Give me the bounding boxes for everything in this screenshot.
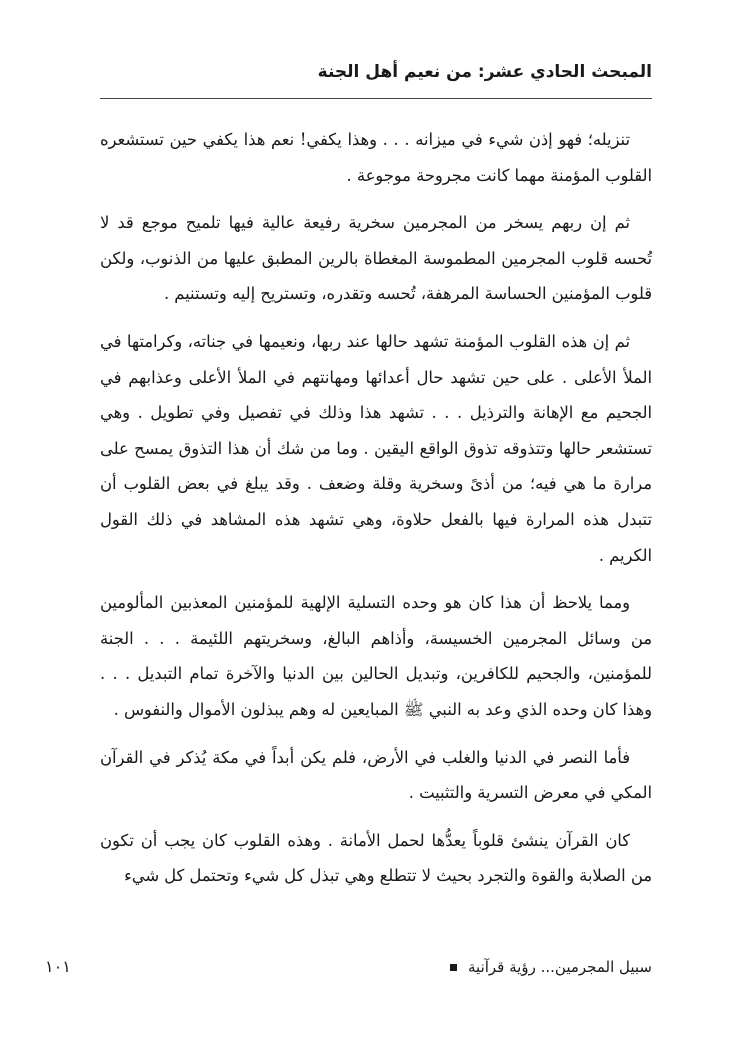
paragraph-3: ثم إن هذه القلوب المؤمنة تشهد حالها عند ربها، ونعيمها في جناته، وكرامتها في الملأ الأعلى . على حين تشهد حال أعدائها ومهانتهم في الملأ الأعلى وعذابهم في الجحيم مع الإهانة والترذيل . . . تشهد هذا وذلك في تفصيل وفي تطويل . وهي تستشعر حالها وتتذوقه تذوق الواقع اليقين . وما من شك أن هذا التذوق يمسح على مرارة ما هي فيه؛ من أذىً وسخرية وقلة وضعف . وقد يبلغ في بعض القلوب أن تتبدل هذه المرارة فيها بالفعل حلاوة، وهي تشهد هذه المشاهد في ذلك القول الكريم . bbox=[100, 331, 652, 565]
header-divider bbox=[100, 98, 652, 99]
square-bullet-icon bbox=[450, 964, 457, 971]
paragraph-2: ثم إن ربهم يسخر من المجرمين سخرية رفيعة عالية فيها تلميح موجع قد لا تُحسه قلوب المجرمين المطموسة المغطاة بالرين المطبق عليها من الذنوب، ولكن قلوب المؤمنين الحساسة المرهفة، تُحسه وتقدره، وتستريح إليه وتستنيم . bbox=[100, 213, 652, 304]
page-footer bbox=[45, 952, 652, 982]
running-head: المبحث الحادي عشر: من نعيم أهل الجنة bbox=[317, 62, 652, 82]
footer-book-title-text: سبيل المجرمين... رؤية قرآنية bbox=[468, 958, 652, 976]
paragraph-5: فأما النصر في الدنيا والغلب في الأرض، فلم يكن أبداً في مكة يُذكر في القرآن المكي في معرض التسرية والتثبيت . bbox=[100, 747, 652, 803]
paragraph-4: ومما يلاحظ أن هذا كان هو وحده التسلية الإلهية للمؤمنين المعذبين المألومين من وسائل المجرمين الخسيسة، وأذاهم البالغ، وسخريتهم اللئيمة . . . الجنة للمؤمنين، والجحيم للكافرين، وتبديل الحالين بين الدنيا والآخرة تمام التبديل . . . وهذا كان وحده الذي وعد به النبي ﷺ المبايعين له وهم يبذلون الأموال والنفوس . bbox=[100, 593, 652, 719]
body-text bbox=[100, 122, 652, 894]
paragraph-1: تنزيله؛ فهو إذن شيء في ميزانه . . . وهذا يكفي! نعم هذا يكفي حين تستشعره القلوب المؤمنة مهما كانت مجروحة موجوعة . bbox=[100, 130, 652, 185]
page-number: ١٠١ bbox=[45, 957, 71, 976]
footer-book-title bbox=[450, 952, 652, 982]
paragraph-6: كان القرآن ينشئ قلوباً يعدُّها لحمل الأمانة . وهذه القلوب كان يجب أن تكون من الصلابة والقوة والتجرد بحيث لا تتطلع وهي تبذل كل شيء وتحتمل كل شيء bbox=[100, 830, 652, 886]
